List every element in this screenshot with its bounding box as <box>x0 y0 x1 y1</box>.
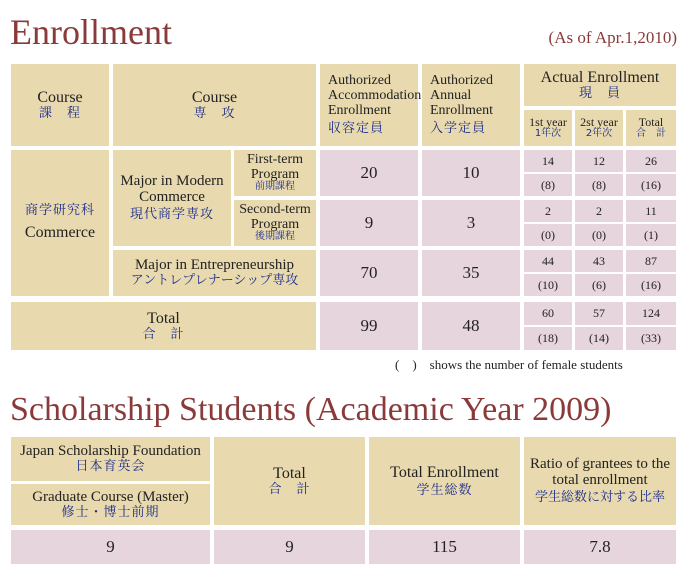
header-sch-total-en: Total <box>273 464 306 482</box>
course-commerce-en: Commerce <box>24 224 96 242</box>
second-term-en: Second-term Program <box>239 202 311 232</box>
row2-total-female <box>626 224 676 246</box>
row1-y2-female <box>575 174 623 196</box>
value-graduate-text: 9 <box>106 537 115 557</box>
program-second-term <box>234 200 316 246</box>
row1-annual-value: 10 <box>462 163 480 183</box>
value-total <box>214 530 365 564</box>
row3-y1-value: 44 <box>542 253 554 268</box>
header-course <box>11 64 109 146</box>
header-auth-accom-jp: 収容定員 <box>328 121 385 137</box>
row2-y2-value: 2 <box>596 203 602 218</box>
header-ratio-en: Ratio of grantees to the total enrollment <box>530 456 670 489</box>
row2-accommodation-value: 9 <box>364 213 374 233</box>
row3-total <box>626 250 676 272</box>
total-total <box>626 302 676 325</box>
row3-total-female <box>626 274 676 296</box>
header-1st-year-jp: 1年次 <box>534 128 562 140</box>
header-jsf-jp: 日本育英会 <box>75 459 146 475</box>
header-actual-jp: 現 員 <box>578 85 621 101</box>
header-auth-accom-en: Authorized Accommodation Enrollment <box>328 73 422 118</box>
row1-accommodation-value: 20 <box>360 163 378 183</box>
value-enrollment <box>369 530 520 564</box>
row3-y2-female <box>575 274 623 296</box>
row1-total <box>626 150 676 172</box>
header-major-en: Course <box>191 88 238 106</box>
header-ratio-jp: 学生総数に対する比率 <box>534 489 665 505</box>
header-2nd-year <box>575 110 623 146</box>
female-note: ( ) shows the number of female students <box>395 357 623 372</box>
row2-y2-female <box>575 224 623 246</box>
header-sch-total-jp: 合 計 <box>268 481 311 497</box>
row1-y1-female <box>524 174 572 196</box>
row1-y1 <box>524 150 572 172</box>
header-total-enrollment <box>369 437 520 525</box>
row1-y1-female-value: (8) <box>541 177 555 192</box>
total-total-value: 124 <box>642 306 660 321</box>
row3-y1 <box>524 250 572 272</box>
second-term-jp: 後期課程 <box>255 231 295 243</box>
enrollment-title: Enrollment <box>10 12 172 52</box>
value-ratio <box>524 530 676 564</box>
header-actual-en: Actual Enrollment <box>540 68 660 86</box>
major-entre-jp: アントレプレナーシップ専攻 <box>130 273 299 289</box>
row1-total-female-value: (16) <box>641 177 661 192</box>
header-ratio <box>524 437 676 525</box>
total-label-en: Total <box>147 309 180 327</box>
header-auth-annual-jp: 入学定員 <box>430 121 487 137</box>
row3-annual-value: 35 <box>462 263 480 283</box>
total-y1 <box>524 302 572 325</box>
header-course-en: Course <box>37 88 83 106</box>
row3-accommodation <box>320 250 418 296</box>
row1-accommodation <box>320 150 418 196</box>
course-commerce-jp: 商学研究科 <box>24 202 95 218</box>
row1-annual <box>422 150 520 196</box>
total-annual <box>422 302 520 350</box>
row3-y2-female-value: (6) <box>592 277 606 292</box>
total-accommodation-value: 99 <box>360 316 378 336</box>
header-jsf-en: Japan Scholarship Foundation <box>20 443 201 460</box>
total-label-jp: 合 計 <box>142 326 185 342</box>
row2-annual-value: 3 <box>466 213 476 233</box>
value-graduate <box>11 530 210 564</box>
header-enroll-jp: 学生総数 <box>416 482 473 498</box>
header-course-jp: 課 程 <box>38 105 81 121</box>
header-grad-en: Graduate Course (Master) <box>32 488 189 505</box>
row1-y2-value: 12 <box>593 153 605 168</box>
total-y2-value: 57 <box>593 306 605 321</box>
row1-total-female <box>626 174 676 196</box>
value-ratio-text: 7.8 <box>589 537 611 557</box>
header-total <box>626 110 676 146</box>
row2-y1-female-value: (0) <box>541 227 555 242</box>
row3-y1-female-value: (10) <box>538 277 558 292</box>
header-2nd-year-en: 2st year <box>580 115 618 130</box>
total-y2 <box>575 302 623 325</box>
total-y1-female <box>524 327 572 350</box>
row3-total-female-value: (16) <box>641 277 661 292</box>
total-y1-female-value: (18) <box>538 331 558 346</box>
first-term-en: First-term Program <box>247 152 303 182</box>
row2-y1-value: 2 <box>545 203 551 218</box>
program-first-term <box>234 150 316 196</box>
header-2nd-year-jp: 2年次 <box>585 128 613 140</box>
row2-total <box>626 200 676 222</box>
header-total-en: Total <box>638 115 664 130</box>
total-accommodation <box>320 302 418 350</box>
row3-y1-female <box>524 274 572 296</box>
row1-y2-female-value: (8) <box>592 177 606 192</box>
header-actual-enrollment <box>524 64 676 106</box>
row1-total-value: 26 <box>645 153 657 168</box>
total-annual-value: 48 <box>462 316 480 336</box>
row3-annual <box>422 250 520 296</box>
total-label <box>11 302 316 350</box>
row2-total-female-value: (1) <box>644 227 658 242</box>
row1-y2 <box>575 150 623 172</box>
total-y1-value: 60 <box>542 306 554 321</box>
header-scholarship-total <box>214 437 365 525</box>
header-graduate-course <box>11 484 210 525</box>
row1-y1-value: 14 <box>542 153 554 168</box>
header-1st-year <box>524 110 572 146</box>
header-1st-year-en: 1st year <box>529 115 567 130</box>
header-total-jp: 合 計 <box>636 128 666 140</box>
header-authorized-annual <box>422 64 520 146</box>
row2-y2-female-value: (0) <box>592 227 606 242</box>
value-total-text: 9 <box>285 537 294 557</box>
row3-y2 <box>575 250 623 272</box>
row2-annual <box>422 200 520 246</box>
row3-y2-value: 43 <box>593 253 605 268</box>
as-of-date: (As of Apr.1,2010) <box>548 28 677 47</box>
header-auth-annual-en: Authorized Annual Enrollment <box>430 73 493 118</box>
total-y2-female-value: (14) <box>589 331 609 346</box>
header-major-jp: 専 攻 <box>193 105 236 121</box>
total-y2-female <box>575 327 623 350</box>
course-commerce <box>11 150 109 296</box>
major-modern-commerce <box>113 150 231 246</box>
value-enrollment-text: 115 <box>432 537 457 557</box>
row3-accommodation-value: 70 <box>360 263 378 283</box>
major-modern-en: Major in Modern Commerce <box>120 173 224 206</box>
major-modern-jp: 現代商学専攻 <box>129 206 214 222</box>
row2-y1-female <box>524 224 572 246</box>
row3-total-value: 87 <box>645 253 657 268</box>
row2-total-value: 11 <box>645 203 657 218</box>
header-enroll-en: Total Enrollment <box>390 463 499 481</box>
total-total-female <box>626 327 676 350</box>
header-authorized-accommodation <box>320 64 422 146</box>
scholarship-title: Scholarship Students (Academic Year 2009) <box>10 391 612 428</box>
row2-accommodation <box>320 200 418 246</box>
row2-y1 <box>524 200 572 222</box>
header-major <box>113 64 316 146</box>
header-jsf <box>11 437 210 481</box>
total-total-female-value: (33) <box>641 331 661 346</box>
major-entrepreneurship <box>113 250 316 296</box>
row2-y2 <box>575 200 623 222</box>
header-grad-jp: 修士・博士前期 <box>61 504 160 520</box>
major-entre-en: Major in Entrepreneurship <box>134 257 295 274</box>
first-term-jp: 前期課程 <box>255 181 295 193</box>
